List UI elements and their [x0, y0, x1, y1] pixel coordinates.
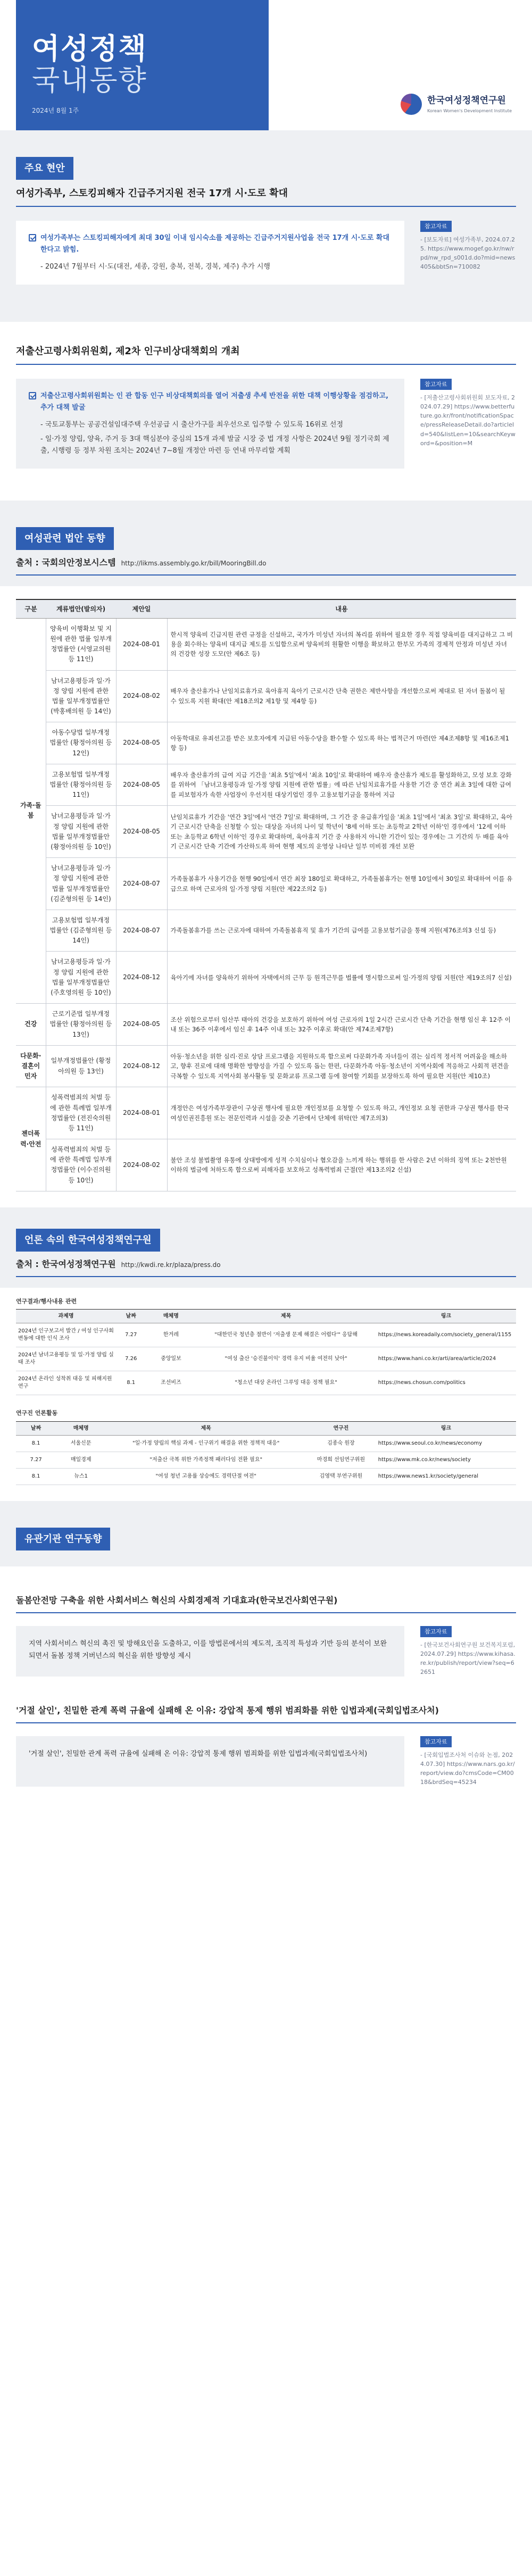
news-bullet: - 국토교통부는 공공건설임대주택 우선공급 시 출산가구를 최우선으로 입주할 수 있도록 16위로 선정 — [40, 421, 344, 429]
related-section — [0, 1566, 532, 1819]
title-block — [16, 0, 269, 130]
news-card — [16, 365, 516, 479]
cell: 8.1 — [16, 1435, 56, 1452]
date-cell: 2024-08-02 — [116, 670, 167, 722]
source-label: 참고자료 — [420, 221, 452, 232]
table-row — [16, 1435, 516, 1452]
col-header: 내용 — [167, 599, 516, 619]
table-row — [16, 858, 516, 910]
section-badge: 유관기관 연구동향 — [16, 1528, 110, 1550]
date-cell: 2024-08-02 — [116, 1139, 167, 1191]
table-row — [16, 1371, 516, 1395]
bill-cell: 일부개정법률안 (황정아의원 등 13인) — [46, 1045, 116, 1087]
related-body: '거절 살인', 친밀한 관계 폭력 규율에 실패해 온 이유: 강압적 통제 행위 범죄화를 위한 입법과제(국회입법조사처) — [16, 1736, 404, 1787]
news-title: 저출산고령사회위원회, 제2차 인구비상대책회의 개최 — [16, 338, 516, 365]
content-cell: 아동학대로 유죄선고를 받은 보호자에게 지급된 아동수당을 환수할 수 있도록 하는 법적근거 마련(안 제4조제8항 및 제16조제1항 등) — [167, 722, 516, 764]
col-header: 과제명 — [16, 1310, 116, 1323]
cell: 8.1 — [116, 1371, 146, 1395]
source-url[interactable]: http://likms.assembly.go.kr/bill/MooringBill.do — [121, 559, 267, 567]
org-subname: Korean Women's Development Institute — [427, 108, 512, 113]
date-cell: 2024-08-12 — [116, 1045, 167, 1087]
cell: 김영택 부연구위원 — [306, 1468, 376, 1485]
date-cell: 2024-08-05 — [116, 1004, 167, 1046]
law-table — [16, 599, 516, 1191]
category-cell: 가족·돌봄 — [16, 618, 46, 1003]
bill-cell: 근로기준법 일부개정법률안 (황정아의원 등 13인) — [46, 1004, 116, 1046]
related-body: 지역 사회서비스 혁신의 촉진 및 방해요인을 도출하고, 이를 방법론에서의 제도적, 조직적 특성과 기반 등의 분석이 보완 되면서 돌봄 정책 거버넌스의 혁신을 위한 방향성 제시 — [16, 1626, 404, 1677]
table-row — [16, 618, 516, 670]
content-cell: 육아기에 자녀를 양육하기 위하여 자택에서의 근무 등 원격근무를 법률에 명시함으로써 일·가정의 양립 지원(안 제19조의7 신설) — [167, 952, 516, 1004]
org-name: 한국여성정책연구원 — [427, 95, 506, 106]
col-header: 링크 — [376, 1310, 516, 1323]
news-body — [16, 221, 404, 285]
col-header: 날짜 — [16, 1421, 56, 1435]
cell: 한겨레 — [146, 1323, 196, 1347]
col-header: 매체명 — [56, 1421, 106, 1435]
table-row — [16, 1045, 516, 1087]
cell: "대한민국 청년층 절반이 '저출생 문제 해결은 어렵다'" 응답해 — [196, 1323, 376, 1347]
cell: "여성 청년 고용률 상승에도 경력단절 여전" — [106, 1468, 306, 1485]
date-cell: 2024-08-05 — [116, 722, 167, 764]
source-label: 출처 : 한국여성정책연구원 — [16, 1258, 116, 1269]
bill-cell: 양육비 이행확보 및 지원에 관한 법률 일부개정법률안 (서영교의원 등 11인) — [46, 618, 116, 670]
source-line — [16, 1252, 516, 1277]
page-subtitle: 국내동향 — [32, 63, 147, 97]
related-source — [420, 1626, 516, 1677]
section-badge: 언론 속의 한국여성정책연구원 — [16, 1229, 160, 1252]
bill-cell: 남녀고용평등과 일·가정 양립 지원에 관한 법률 일부개정법률안 (김준형의원 등 14인) — [46, 858, 116, 910]
table-row — [16, 670, 516, 722]
content-cell: 배우자 출산휴가의 급여 지급 기간을 '최초 5일'에서 '최초 10일'로 확대하여 배우자 출산휴가 제도를 활성화하고, 모성 보호 강화를 위하여 「남녀고용평등과 일·가정 양립 지원에 관한 법률」에 따른 난임치료휴가를 사용한 기간 중 연간 최초 3일에 대한 급여를 피보험자가 속한 사업장이 우선지원 대상기업인 경우 고용보험기금을 통하여 지급 — [167, 764, 516, 806]
related-source — [420, 1736, 516, 1787]
content-cell: 아동·청소년을 위한 심리·진로 상담 프로그램을 지원하도록 함으로써 다문화가족 자녀들이 겪는 심리적 정서적 어려움을 해소하고, 향후 진로에 대해 명확한 방향성을 가질 수 있도록 돕는 한편, 다문화가족 아동·청소년이 지역사회에 적응하고 사회적 편견을 극복할 수 있도록 지역사회 봉사활동 및 문화교류 프로그램 등에 참여할 기회를 보장하도록 하여 필요한 지원(안 제10조) — [167, 1045, 516, 1087]
section-badge: 여성관련 법안 동향 — [16, 527, 114, 550]
table-row — [16, 1347, 516, 1371]
org-logo[interactable] — [401, 94, 512, 115]
col-header: 날짜 — [116, 1310, 146, 1323]
bill-cell: 고용보험법 일부개정법률안 (김준형의원 등 14인) — [46, 910, 116, 952]
cell: 2024년 인구보고서 발간 / 여성 인구사회 변동에 대한 인식 조사 — [16, 1323, 116, 1347]
date-cell: 2024-08-07 — [116, 910, 167, 952]
cell: 김종숙 원장 — [306, 1435, 376, 1452]
section-badge: 주요 현안 — [16, 157, 73, 180]
category-cell: 건강 — [16, 1004, 46, 1046]
bill-cell: 남녀고용평등과 일·가정 양립 지원에 관한 법률 일부개정법률안 (주호영의원 등 10인) — [46, 952, 116, 1004]
table-row — [16, 1452, 516, 1468]
cell: 8.1 — [16, 1468, 56, 1485]
related-title: '거절 살인', 친밀한 관계 폭력 규율에 실패해 온 이유: 강압적 통제 행위 범죄화를 위한 입법과제(국회입법조사처) — [16, 1698, 516, 1723]
category-cell: 젠더폭력·안전 — [16, 1087, 46, 1191]
table-row — [16, 1468, 516, 1485]
check-icon — [29, 392, 36, 399]
news-lead: 저출산고령사회위원회는 인 관 합동 인구 비상대책회의를 열어 저출생 추세 반전을 위한 대책 이행상황을 점검하고, 추가 대책 발굴 — [40, 392, 389, 412]
source-link[interactable]: - [보도자료] 여성가족부, 2024.07.25. https://www.mogef.go.kr/nw/rpd/nw_rpd_s001d.do?mid=news405&bbtSn=710082 — [420, 236, 516, 271]
table-label: 연구결과/행사내용 관련 — [16, 1297, 77, 1305]
col-header: 제목 — [196, 1310, 376, 1323]
table-row — [16, 1087, 516, 1139]
news-source — [420, 379, 516, 468]
col-header: 매체명 — [146, 1310, 196, 1323]
media-table-1 — [16, 1309, 516, 1395]
col-header: 연구진 — [306, 1421, 376, 1435]
news-lead: 여성가족부는 스토킹피해자에게 최대 30일 이내 임시숙소를 제공하는 긴급주거지원사업을 전국 17개 시·도로 확대한다고 밝힘. — [40, 234, 390, 254]
source-label: 참고자료 — [420, 1736, 452, 1747]
date-cell: 2024-08-01 — [116, 1087, 167, 1139]
issue-date: 2024년 8월 1주 — [32, 107, 79, 114]
link-cell[interactable]: https://www.hani.co.kr/arti/area/article/2024 — [376, 1347, 516, 1371]
link-cell[interactable]: https://www.mk.co.kr/news/society — [376, 1452, 516, 1468]
bill-cell: 아동수당법 일부개정법률안 (황정아의원 등 12인) — [46, 722, 116, 764]
content-cell: 불안 조성 불법촬영 유통에 상대방에게 성적 수치심이나 혐오감을 느끼게 하는 행위를 한 사람은 2년 이하의 징역 또는 2천만원 이하의 벌금에 처하도록 함으로써 피해자를 보호하고 성폭력범죄 근절(안 제13조의2 신설) — [167, 1139, 516, 1191]
major-issue-section — [0, 130, 532, 322]
category-cell: 다문화·결혼이민자 — [16, 1045, 46, 1087]
table-row — [16, 952, 516, 1004]
col-header: 제안일 — [116, 599, 167, 619]
media-section — [0, 1207, 532, 1288]
source-label: 참고자료 — [420, 1626, 452, 1637]
date-cell: 2024-08-07 — [116, 858, 167, 910]
date-cell: 2024-08-12 — [116, 952, 167, 1004]
col-header: 제목 — [106, 1421, 306, 1435]
cell: 서울신문 — [56, 1435, 106, 1452]
source-label: 참고자료 — [420, 379, 452, 390]
media-table-2 — [16, 1421, 516, 1485]
source-label: 출처 : 국회의안정보시스템 — [16, 557, 116, 568]
table-row — [16, 1004, 516, 1046]
check-icon — [29, 234, 36, 241]
cell: "여성 출산 '승진불이익' 경력 유지 비율 여전히 낮아" — [196, 1347, 376, 1371]
source-url[interactable]: http://kwdi.re.kr/plaza/press.do — [121, 1261, 221, 1269]
bill-cell: 남녀고용평등과 일·가정 양립 지원에 관한 법률 일부개정법률안 (박홍배의원 등 14인) — [46, 670, 116, 722]
cell: 2024년 온라인 성착취 대응 및 피해지원 연구 — [16, 1371, 116, 1395]
bill-cell: 고용보험법 일부개정법률안 (황정아의원 등 11인) — [46, 764, 116, 806]
related-card — [16, 1736, 516, 1787]
cell: 뉴스1 — [56, 1468, 106, 1485]
major-issue-2 — [0, 322, 532, 500]
news-bullet: - 일·가정 양립, 양육, 주거 등 3대 핵심분야 중심의 15개 과제 발굴 시장 중 법 개정 사항은 2024년 9월 정기국회 제출, 시행령 등 정부 차원 조치는 2024년 7~8월 개정안 마련 등 연내 마무리할 계획 — [40, 435, 389, 455]
cell: 7.27 — [16, 1452, 56, 1468]
bill-cell: 성폭력범죄의 처벌 등에 관한 특례법 일부개정법률안 (이수진의원 등 10인) — [46, 1139, 116, 1191]
content-cell: 가족돌봄휴가 사용기간을 현행 90일에서 연간 최장 180일로 확대하고, 가족돌봄휴가는 현행 10일에서 30일로 확대하여 이를 유급으로 하며 근로자의 일·가정 양립 지원(안 제22조의2 등) — [167, 858, 516, 910]
table-row — [16, 722, 516, 764]
related-card — [16, 1626, 516, 1677]
cell: 매일경제 — [56, 1452, 106, 1468]
page-title: 여성정책 — [32, 32, 147, 65]
content-cell: 개정안은 여성가족부장관이 구상권 행사에 필요한 개인정보를 요청할 수 있도록 하고, 개인정보 요청 권한과 구상권 행사를 한국여성인권진흥원 또는 전문인력과 시설을 갖춘 기관에서 단체에 위탁(안 제7조의3) — [167, 1087, 516, 1139]
media-tables — [0, 1297, 532, 1501]
table-row — [16, 910, 516, 952]
cell: 중앙일보 — [146, 1347, 196, 1371]
news-title: 여성가족부, 스토킹피해자 긴급주거지원 전국 17개 시·도로 확대 — [16, 180, 516, 207]
link-cell[interactable]: https://www.news1.kr/society/general — [376, 1468, 516, 1485]
col-header: 구분 — [16, 599, 46, 619]
cell: "청소년 대상 온라인 그루밍 대응 정책 필요" — [196, 1371, 376, 1395]
table-row — [16, 1323, 516, 1347]
cell: 조선비즈 — [146, 1371, 196, 1395]
date-cell: 2024-08-05 — [116, 806, 167, 858]
bill-cell: 성폭력범죄의 처벌 등에 관한 특례법 일부개정법률안 (전진숙의원 등 11인) — [46, 1087, 116, 1139]
link-cell[interactable]: https://news.koreadaily.com/society_general/1155 — [376, 1323, 516, 1347]
source-link[interactable]: - [국회입법조사처 이슈와 논점, 2024.07.30] https://www.nars.go.kr/report/view.do?cmsCode=CM0018&brdSeq=45234 — [420, 1752, 515, 1786]
col-header: 계류법안(발의자) — [46, 599, 116, 619]
source-link[interactable]: - [한국보건사회연구원 보건복지포럼, 2024.07.29] https://www.kihasa.re.kr/publish/report/view?seq=62651 — [420, 1641, 516, 1675]
col-header: 링크 — [376, 1421, 516, 1435]
source-link[interactable]: - [저출산고령사회위원회 보도자료, 2024.07.29] https://www.betterfuture.go.kr/front/notificationSpace/pressReleaseDetail.do?articleId=540&listLen=10&searchKeyword=&position=M — [420, 394, 516, 447]
bill-cell: 남녀고용평등과 일·가정 양립 지원에 관한 법률 일부개정법률안 (황정아의원 등 10인) — [46, 806, 116, 858]
cell: 7.27 — [116, 1323, 146, 1347]
news-body — [16, 379, 404, 468]
news-bullet: - 2024년 7월부터 시·도(대전, 세종, 강원, 충북, 전북, 경북, 제주) 추가 시행 — [40, 263, 270, 271]
cell: 마경희 선임연구위원 — [306, 1452, 376, 1468]
date-cell: 2024-08-05 — [116, 764, 167, 806]
content-cell: 난임치료휴가 기간을 '연간 3일'에서 '연간 7일'로 확대하며, 그 기간 중 유급휴가일을 '최초 1일'에서 '최초 3일'로 확대하고, 육아기 근로시간 단축을 신청할 수 있는 대상을 자녀의 나이 및 학년이 '8세 이하 또는 초등학교 2학년 이하'인 경우에서 '12세 이하 또는 초등학교 6학년 이하'인 경우로 확대하며, 육아휴직 기간 중 사용하지 아니한 기간이 있는 경우에는 그 기간의 두 배를 육아기 근로시간 단축 기간에 가산하도록 하여 현행 제도의 운영상 나타난 일부 미비점 개선 보완 — [167, 806, 516, 858]
news-source — [420, 221, 516, 285]
link-cell[interactable]: https://news.chosun.com/politics — [376, 1371, 516, 1395]
cell: "저출산 극복 위한 가족정책 패러다임 전환 필요" — [106, 1452, 306, 1468]
related-header — [0, 1501, 532, 1566]
related-title: 돌봄안전망 구축을 위한 사회서비스 혁신의 사회경제적 기대효과(한국보건사회연구원) — [16, 1588, 516, 1613]
table-row — [16, 1139, 516, 1191]
source-line — [16, 550, 516, 576]
table-label: 연구진 언론활동 — [16, 1410, 58, 1417]
law-section — [0, 501, 532, 586]
content-cell: 가족돌봄휴가를 쓰는 근로자에 대하여 가족돌봄휴직 및 휴가 기간의 급여를 고용보험기금을 통해 지원(제76조의3 신설 등) — [167, 910, 516, 952]
link-cell[interactable]: https://www.seoul.co.kr/news/economy — [376, 1435, 516, 1452]
table-row — [16, 764, 516, 806]
content-cell: 조산 위험으로부터 임산부 태아의 건강을 보호하기 위하여 여성 근로자의 1일 2시간 근로시간 단축 기간을 현행 임신 후 12주 이내 또는 36주 이후에서 임신 후 14주 이내 또는 32주 이후로 확대(안 제74조제7항) — [167, 1004, 516, 1046]
logo-mark-icon — [401, 94, 422, 115]
table-row — [16, 806, 516, 858]
date-cell: 2024-08-01 — [116, 618, 167, 670]
cell: "일·가정 양립의 핵심 과제 - 인구위기 해결을 위한 정책적 대응" — [106, 1435, 306, 1452]
content-cell: 한시적 양육비 긴급지원 관련 규정을 신설하고, 국가가 미성년 자녀의 복리를 위하여 필요한 경우 직접 양육비를 대지급하고 그 비용을 회수하는 양육비 대지급 제도를 도입함으로써 양육비의 원활한 이행을 확보하고 한부모 가족의 경제적 안정과 미성년 자녀의 건강한 성장 도모(안 제6조 등) — [167, 618, 516, 670]
cell: 7.26 — [116, 1347, 146, 1371]
law-table-wrap — [0, 599, 532, 1207]
content-cell: 배우자 출산휴가나 난임치료휴가로 육아휴직 육아기 근로시간 단축 권한은 제반사항을 개선함으로써 제대로 된 자녀 돌봄이 될 수 있도록 지원 확대(안 제18조의2 제1항 및 제4항 등) — [167, 670, 516, 722]
cell: 2024년 남녀고용평등 및 일·가정 양립 실태 조사 — [16, 1347, 116, 1371]
news-card — [16, 207, 516, 295]
page-header — [0, 0, 532, 130]
